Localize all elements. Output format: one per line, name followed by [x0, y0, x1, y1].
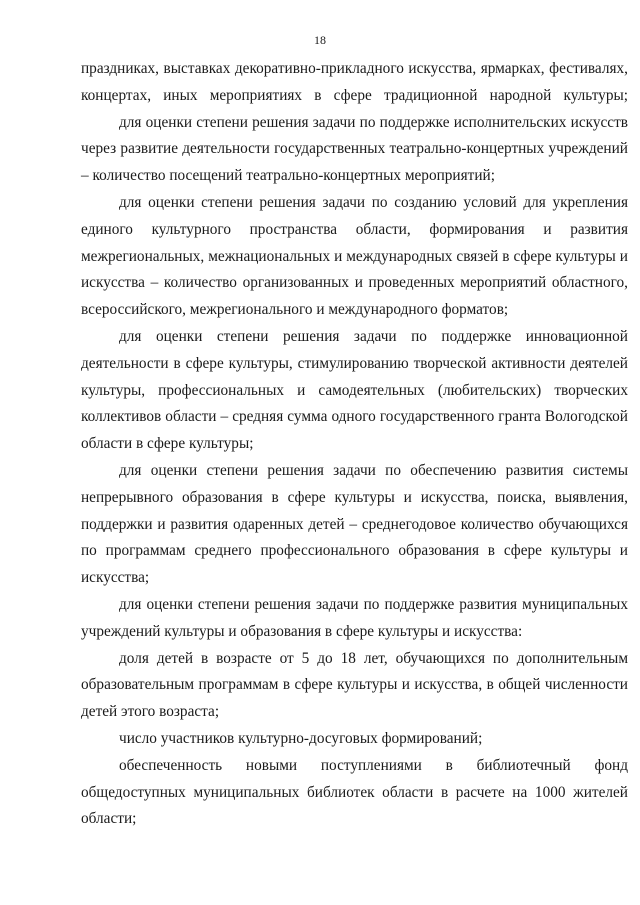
document-body	[81, 56, 628, 833]
paragraph-performing-arts: для оценки степени решения задачи по поддержке исполнительских искусств через развитие деятельности государственных театрально-концертных учреждений – количество посещений театрально-концертных мероприятий;	[81, 113, 628, 185]
paragraph-festivals: праздниках, выставках декоративно-прикладного искусства, ярмарках, фестивалях, концертах, иных мероприятиях в сфере традиционной народной культуры;	[81, 60, 628, 104]
paragraph-library-fund: обеспеченность новыми поступлениями в библиотечный фонд общедоступных муниципальных библиотек области в расчете на 1000 жителей области;	[81, 756, 628, 828]
paragraph-children-share: доля детей в возрасте от 5 до 18 лет, обучающихся по дополнительным образовательным программам в сфере культуры и искусства, в общей численности детей этого возраста;	[81, 649, 628, 721]
paragraph-education: для оценки степени решения задачи по обеспечению развития системы непрерывного образования в сфере культуры и искусства, поиска, выявления, поддержки и развития одаренных детей – среднегодовое количество обучающихся по программам среднего профессионального образования в сфере культуры и искусства;	[81, 461, 628, 587]
paragraph-innovation: для оценки степени решения задачи по поддержке инновационной деятельности в сфере культуры, стимулированию творческой активности деятелей культуры, профессиональных и самодеятельных (любительских) творческих коллективов области – средняя сумма одного государственного гранта Вологодской области в сфере культуры;	[81, 327, 628, 453]
page-number: 18	[314, 33, 326, 47]
paragraph-municipal-support: для оценки степени решения задачи по поддержке развития муниципальных учреждений культуры и образования в сфере культуры и искусства:	[81, 595, 628, 640]
paragraph-cultural-space: для оценки степени решения задачи по созданию условий для укрепления единого культурного пространства области, формирования и развития межрегиональных, межнациональных и международных связей в сфере культуры и искусства – количество организованных и проведенных мероприятий областного, всероссийского, межрегионального и международного форматов;	[81, 193, 628, 319]
paragraph-participants: число участников культурно-досуговых формирований;	[119, 729, 483, 747]
